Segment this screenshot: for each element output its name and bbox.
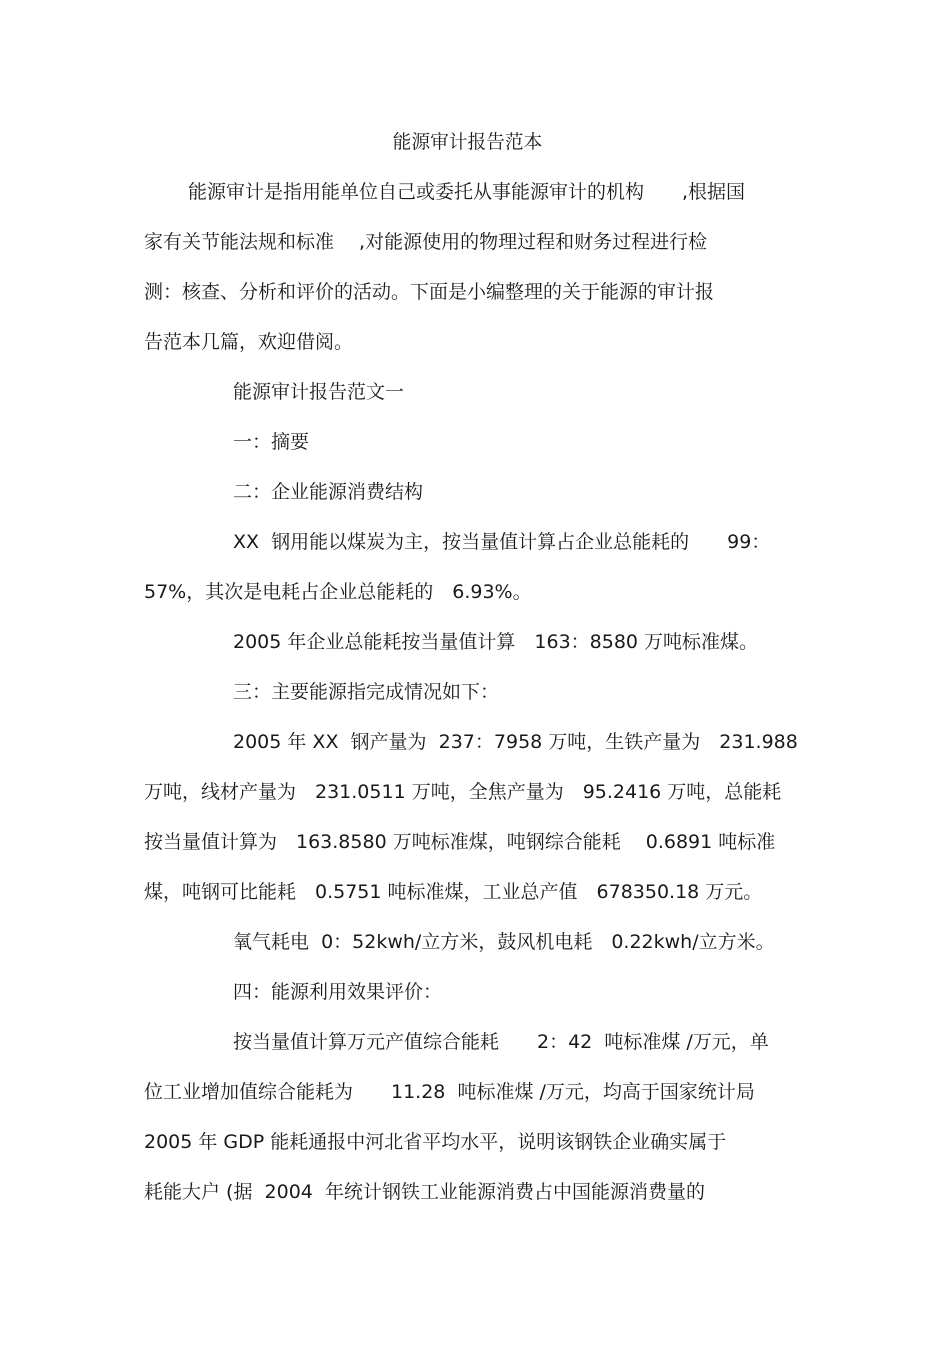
section-heading: 四：能源利用效果评价： [233,981,443,1003]
text-line: 2005 年企业总能耗按当量值计算 163：8580 万吨标准煤。 [233,631,759,653]
text-line: 测：核查、分析和评价的活动。下面是小编整理的关于能源的审计报 [144,281,715,303]
text-line: 告范本几篇，欢迎借阅。 [144,331,354,353]
document-title: 能源审计报告范本 [392,131,543,153]
section-heading: 能源审计报告范文一 [233,381,405,403]
text-line: 2005 年 XX 钢产量为 237：7958 万吨，生铁产量为 231.988 [233,731,798,753]
section-heading: 一：摘要 [233,431,310,453]
text-line: 氧气耗电 0：52kwh/立方米，鼓风机电耗 0.22kwh/立方米。 [233,931,775,953]
text-line: 家有关节能法规和标准 ,对能源使用的物理过程和财务过程进行检 [144,231,708,253]
text-line: 位工业增加值综合能耗为 11.28 吨标准煤 /万元，均高于国家统计局 [144,1081,755,1103]
text-line: 按当量值计算为 163.8580 万吨标准煤，吨钢综合能耗 0.6891 吨标准 [144,831,776,853]
text-line: 按当量值计算万元产值综合能耗 2：42 吨标准煤 /万元，单 [233,1031,769,1053]
section-heading: 二：企业能源消费结构 [233,481,424,503]
text-line: 万吨，线材产量为 231.0511 万吨，全焦产量为 95.2416 万吨，总能耗 [144,781,782,803]
text-line: XX 钢用能以煤炭为主，按当量值计算占企业总能耗的 99： [233,531,771,553]
text-line: 耗能大户 (据 2004 年统计钢铁工业能源消费占中国能源消费量的 [144,1181,705,1203]
text-line: 煤，吨钢可比能耗 0.5751 吨标准煤，工业总产值 678350.18 万元。 [144,881,763,903]
text-line: 能源审计是指用能单位自己或委托从事能源审计的机构 ,根据国 [188,181,746,203]
text-line: 57%，其次是电耗占企业总能耗的 6.93%。 [144,581,532,603]
text-line: 2005 年 GDP 能耗通报中河北省平均水平，说明该钢铁企业确实属于 [144,1131,727,1153]
section-heading: 三：主要能源指完成情况如下： [233,681,500,703]
